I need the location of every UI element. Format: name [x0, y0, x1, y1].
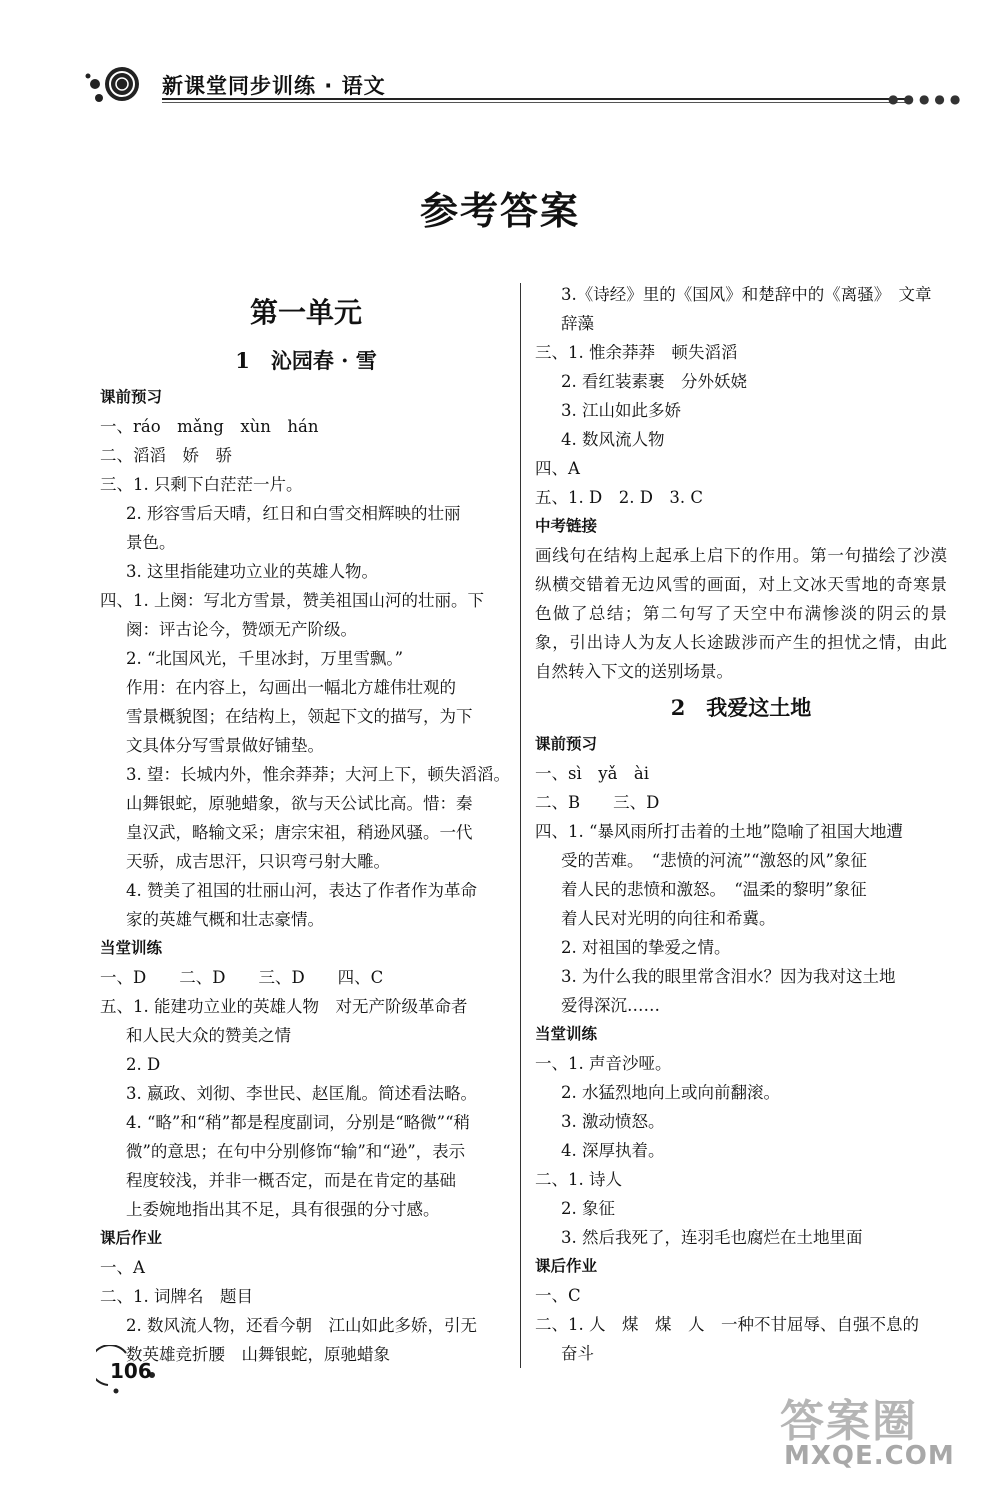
- answer-line: 二、1. 人 煤 煤 人 一种不甘屈辱、自强不息的: [535, 1315, 919, 1334]
- right-column: [535, 280, 947, 1368]
- page-title: 参考答案: [419, 189, 580, 233]
- answer-line: 3. 望：长城内外，惟余莽莽；大河上下，顿失滔滔。: [126, 765, 510, 784]
- answer-line: 和人民大众的赞美之情: [126, 1026, 291, 1045]
- watermark-url: MXQE.COM: [784, 1441, 955, 1471]
- answer-line: 3. 为什么我的眼里常含泪水？因为我对这土地: [561, 967, 896, 986]
- watermark: [770, 1385, 975, 1480]
- answer-line: 山舞银蛇，原驰蜡象，欲与天公试比高。惜：秦: [126, 794, 473, 813]
- answer-line: 二、滔滔 娇 骄: [100, 446, 232, 465]
- answer-line: 2. 看红装素裹 分外妖娆: [561, 372, 747, 391]
- answer-line: 3. 激动愤怒。: [561, 1112, 665, 1131]
- answer-line: 五、1. D 2. D 3. C: [535, 488, 704, 507]
- answer-line: 四、1. 上阕：写北方雪景，赞美祖国山河的壮丽。下: [100, 591, 484, 610]
- answer-line: 三、1. 只剩下白茫茫一片。: [100, 475, 303, 494]
- answer-line: 着人民对光明的向往和希冀。: [561, 909, 776, 928]
- answer-line: 辞藻: [561, 314, 594, 333]
- answer-line: 3.《诗经》里的《国风》和楚辞中的《离骚》 文章: [561, 285, 932, 304]
- answer-line: 二、1. 诗人: [535, 1170, 622, 1189]
- answer-line: 一、C: [535, 1286, 581, 1305]
- answer-line: 3. 江山如此多娇: [561, 401, 681, 420]
- answer-line: 雪景概貌图；在结构上，领起下文的描写，为下: [126, 707, 473, 726]
- answer-line: 4. 赞美了祖国的壮丽山河，表达了作者作为革命: [126, 881, 477, 900]
- answer-line: 作用：在内容上，勾画出一幅北方雄伟壮观的: [126, 678, 456, 697]
- answer-line: 2. 象征: [561, 1199, 615, 1218]
- answer-line: 程度较浅，并非一概否定，而是在肯定的基础: [126, 1171, 456, 1190]
- answer-line: 3. 嬴政、刘彻、李世民、赵匡胤。简述看法略。: [126, 1084, 477, 1103]
- answer-line: 2. 对祖国的挚爱之情。: [561, 938, 731, 957]
- answer-line: 2. 水猛烈地向上或向前翻滚。: [561, 1083, 780, 1102]
- answer-paragraph: 画线句在结构上起承上启下的作用。第一句描绘了沙漠纵横交错着无边风雪的画面，对上文冰天雪地的奇寒景色做了总结；第二句写了天空中布满惨淡的阴云的景象，引出诗人为友人长途跋涉而产生的担忧之情，由此自然转入下文的送别场景。: [535, 546, 947, 681]
- section-heading: 当堂训练: [100, 939, 163, 957]
- answer-line: 天骄，成吉思汗，只识弯弓射大雕。: [126, 852, 390, 871]
- section-heading: 当堂训练: [535, 1025, 598, 1043]
- page-number: 106: [110, 1359, 152, 1383]
- section-heading: 中考链接: [535, 517, 598, 535]
- answer-line: 4. 数风流人物: [561, 430, 665, 449]
- answer-line: 一、sì yǎ ài: [535, 764, 650, 783]
- answer-line: 二、1. 词牌名 题目: [100, 1287, 253, 1306]
- lesson-title: 1 沁园春 · 雪: [235, 348, 377, 373]
- section-heading: 课后作业: [100, 1229, 163, 1247]
- answer-line: 家的英雄气概和壮志豪情。: [126, 910, 324, 929]
- answer-line: 4. “略”和“稍”都是程度副词，分别是“略微”“稍: [126, 1113, 471, 1132]
- answer-line: 五、1. 能建功立业的英雄人物 对无产阶级革命者: [100, 997, 468, 1016]
- answer-line: 一、A: [100, 1258, 145, 1277]
- page-number-badge: [96, 1345, 156, 1395]
- answer-line: 爱得深沉……: [561, 996, 660, 1015]
- header-rule: [162, 98, 912, 100]
- unit-title: 第一单元: [249, 296, 362, 329]
- answer-line: 一、D 二、D 三、D 四、C: [100, 968, 384, 987]
- answer-line: 2. 形容雪后天晴，红日和白雪交相辉映的壮丽: [126, 504, 461, 523]
- answer-line: 奋斗: [561, 1344, 594, 1363]
- answer-line: 文具体分写雪景做好铺垫。: [126, 736, 324, 755]
- section-heading: 课前预习: [535, 735, 598, 753]
- section-heading: 课前预习: [100, 388, 163, 406]
- page-header: [82, 62, 966, 112]
- answer-line: 3. 这里指能建功立业的英雄人物。: [126, 562, 378, 581]
- answer-line: 二、B 三、D: [535, 793, 660, 812]
- answer-line: 一、1. 声音沙哑。: [535, 1054, 672, 1073]
- answer-line: 2. “北国风光，千里冰封，万里雪飘。”: [126, 649, 404, 668]
- lesson-title: 2 我爱这土地: [670, 695, 812, 720]
- answer-line: 受的苦难。 “悲愤的河流”“激怒的风”象征: [561, 851, 867, 870]
- answer-line: 微”的意思；在句中分别修饰“输”和“逊”，表示: [126, 1142, 466, 1161]
- header-rule-thin: [162, 102, 912, 103]
- answer-line: 一、ráo mǎng xùn hán: [100, 417, 319, 436]
- answer-line: 4. 深厚执着。: [561, 1141, 665, 1160]
- answer-line: 着人民的悲愤和激怒。 “温柔的黎明”象征: [561, 880, 867, 899]
- left-column: [100, 287, 512, 1369]
- answer-line: 上委婉地指出其不足，具有很强的分寸感。: [126, 1200, 440, 1219]
- header-dots: ●●●●●: [888, 92, 966, 106]
- answer-line: 2. 数风流人物，还看今朝 江山如此多娇，引无: [126, 1316, 477, 1335]
- answer-line: 皇汉武，略输文采；唐宗宋祖，稍逊风骚。一代: [126, 823, 473, 842]
- answer-line: 四、A: [535, 459, 580, 478]
- section-heading: 课后作业: [535, 1257, 598, 1275]
- answer-line: 阕：评古论今，赞颂无产阶级。: [126, 620, 357, 639]
- answer-line: 三、1. 惟余莽莽 顿失滔滔: [535, 343, 738, 362]
- book-logo-icon: [82, 64, 142, 110]
- watermark-logo-text: 答案圈: [780, 1396, 918, 1447]
- answer-line: 数英雄竞折腰 山舞银蛇，原驰蜡象: [126, 1345, 390, 1364]
- answer-line: 四、1. “暴风雨所打击着的土地”隐喻了祖国大地遭: [535, 822, 903, 841]
- header-title: 新课堂同步训练 · 语文: [162, 74, 386, 98]
- answer-line: 3. 然后我死了，连羽毛也腐烂在土地里面: [561, 1228, 863, 1247]
- answer-line: 2. D: [126, 1055, 161, 1074]
- answer-line: 景色。: [126, 533, 176, 552]
- column-divider: [520, 283, 521, 1368]
